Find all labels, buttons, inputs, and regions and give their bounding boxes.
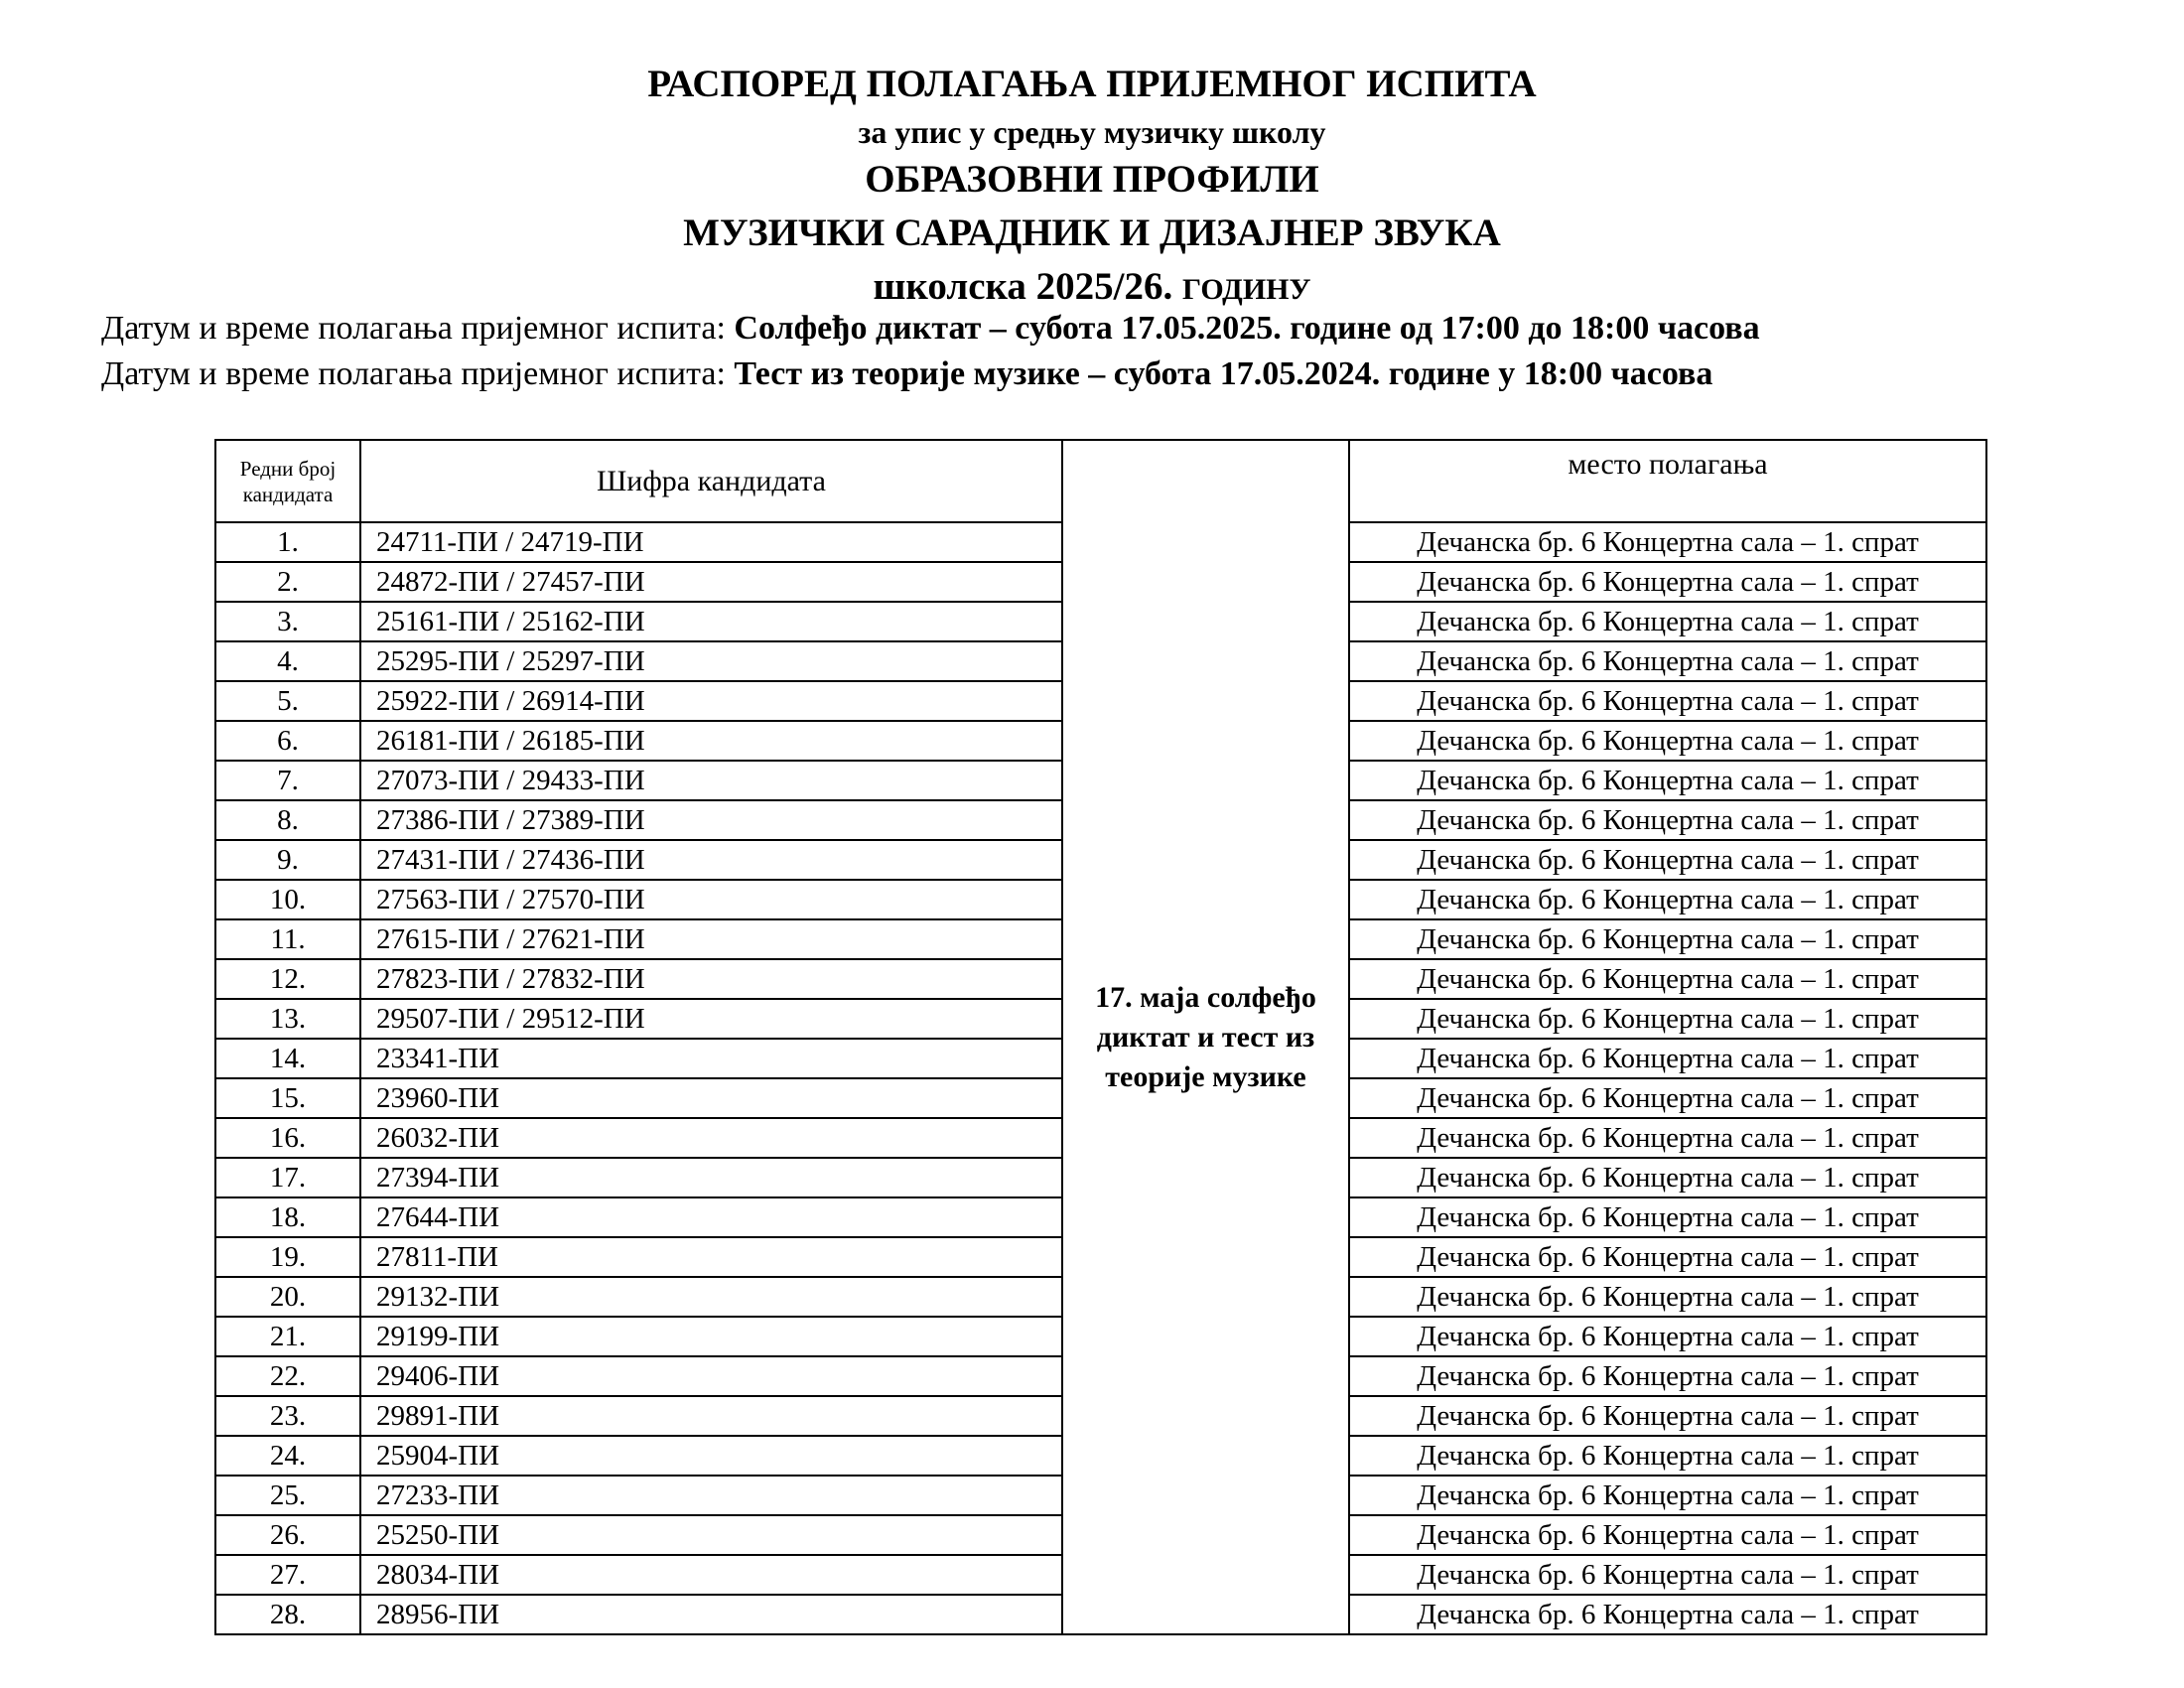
row-number: 20. xyxy=(215,1277,360,1317)
title-block xyxy=(0,58,2184,317)
row-number: 6. xyxy=(215,721,360,761)
exam-place: Дечанска бр. 6 Концертна сала – 1. спрат xyxy=(1349,1118,1986,1158)
row-number: 17. xyxy=(215,1158,360,1197)
exam-place: Дечанска бр. 6 Концертна сала – 1. спрат xyxy=(1349,1237,1986,1277)
row-number: 9. xyxy=(215,840,360,880)
header-place: место полагања xyxy=(1349,440,1986,522)
exam-place: Дечанска бр. 6 Концертна сала – 1. спрат xyxy=(1349,919,1986,959)
exam-place: Дечанска бр. 6 Концертна сала – 1. спрат xyxy=(1349,761,1986,800)
exam-place: Дечанска бр. 6 Концертна сала – 1. спрат xyxy=(1349,1595,1986,1634)
row-number: 21. xyxy=(215,1317,360,1356)
row-number: 4. xyxy=(215,641,360,681)
exam-place: Дечанска бр. 6 Концертна сала – 1. спрат xyxy=(1349,1515,1986,1555)
candidate-code: 28034-ПИ xyxy=(360,1555,1062,1595)
candidate-code: 29891-ПИ xyxy=(360,1396,1062,1436)
exam-info-prefix: Датум и време полагања пријемног испита: xyxy=(101,310,735,347)
exam-place: Дечанска бр. 6 Концертна сала – 1. спрат xyxy=(1349,840,1986,880)
row-number: 5. xyxy=(215,681,360,721)
row-number: 10. xyxy=(215,880,360,919)
exam-place: Дечанска бр. 6 Концертна сала – 1. спрат xyxy=(1349,1396,1986,1436)
exam-place: Дечанска бр. 6 Концертна сала – 1. спрат xyxy=(1349,1197,1986,1237)
profiles-names: МУЗИЧКИ САРАДНИК И ДИЗАЈНЕР ЗВУКА xyxy=(683,211,1501,254)
row-number: 12. xyxy=(215,959,360,999)
header-code: Шифра кандидата xyxy=(360,440,1062,522)
exam-place: Дечанска бр. 6 Концертна сала – 1. спрат xyxy=(1349,1555,1986,1595)
row-number: 27. xyxy=(215,1555,360,1595)
candidate-code: 28956-ПИ xyxy=(360,1595,1062,1634)
candidate-code: 26181-ПИ / 26185-ПИ xyxy=(360,721,1062,761)
candidate-code: 27823-ПИ / 27832-ПИ xyxy=(360,959,1062,999)
exam-place: Дечанска бр. 6 Концертна сала – 1. спрат xyxy=(1349,1317,1986,1356)
row-number: 16. xyxy=(215,1118,360,1158)
row-number: 26. xyxy=(215,1515,360,1555)
row-number: 11. xyxy=(215,919,360,959)
candidate-code: 24711-ПИ / 24719-ПИ xyxy=(360,522,1062,562)
header-number: Редни број кандидата xyxy=(215,440,360,522)
exam-place: Дечанска бр. 6 Концертна сала – 1. спрат xyxy=(1349,1158,1986,1197)
exam-place: Дечанска бр. 6 Концертна сала – 1. спрат xyxy=(1349,1078,1986,1118)
row-number: 14. xyxy=(215,1039,360,1078)
row-number: 28. xyxy=(215,1595,360,1634)
candidate-code: 27644-ПИ xyxy=(360,1197,1062,1237)
candidate-code: 24872-ПИ / 27457-ПИ xyxy=(360,562,1062,602)
row-number: 18. xyxy=(215,1197,360,1237)
row-number: 19. xyxy=(215,1237,360,1277)
page-subtitle: за упис у средњу музичку школу xyxy=(858,114,1326,150)
school-year-main: школска 2025/26. xyxy=(873,265,1173,308)
candidate-code: 25922-ПИ / 26914-ПИ xyxy=(360,681,1062,721)
exam-info-line xyxy=(101,306,2166,352)
exam-place: Дечанска бр. 6 Концертна сала – 1. спрат xyxy=(1349,800,1986,840)
school-year-suffix: ГОДИНУ xyxy=(1182,273,1311,306)
exam-place: Дечанска бр. 6 Концертна сала – 1. спрат xyxy=(1349,641,1986,681)
row-number: 22. xyxy=(215,1356,360,1396)
exam-place: Дечанска бр. 6 Концертна сала – 1. спрат xyxy=(1349,681,1986,721)
table-header-row xyxy=(215,440,1986,522)
profiles-title: ОБРАЗОВНИ ПРОФИЛИ xyxy=(865,158,1319,201)
row-number: 1. xyxy=(215,522,360,562)
exam-place: Дечанска бр. 6 Концертна сала – 1. спрат xyxy=(1349,999,1986,1039)
candidate-code: 25161-ПИ / 25162-ПИ xyxy=(360,602,1062,641)
candidate-code: 29199-ПИ xyxy=(360,1317,1062,1356)
exam-place: Дечанска бр. 6 Концертна сала – 1. спрат xyxy=(1349,522,1986,562)
exam-place: Дечанска бр. 6 Концертна сала – 1. спрат xyxy=(1349,1356,1986,1396)
exam-info-detail: Тест из теорије музике – субота 17.05.2024. године у 18:00 часова xyxy=(734,355,1713,392)
exam-info xyxy=(101,306,2166,397)
exam-place: Дечанска бр. 6 Концертна сала – 1. спрат xyxy=(1349,562,1986,602)
row-number: 3. xyxy=(215,602,360,641)
exam-date-cell: 17. маја солфеђо диктат и тест из теорије музике xyxy=(1062,440,1349,1634)
candidate-code: 25295-ПИ / 25297-ПИ xyxy=(360,641,1062,681)
row-number: 8. xyxy=(215,800,360,840)
candidate-code: 27615-ПИ / 27621-ПИ xyxy=(360,919,1062,959)
candidate-code: 29132-ПИ xyxy=(360,1277,1062,1317)
row-number: 13. xyxy=(215,999,360,1039)
exam-info-prefix: Датум и време полагања пријемног испита: xyxy=(101,355,735,392)
candidate-code: 27431-ПИ / 27436-ПИ xyxy=(360,840,1062,880)
exam-place: Дечанска бр. 6 Концертна сала – 1. спрат xyxy=(1349,959,1986,999)
candidate-code: 27233-ПИ xyxy=(360,1476,1062,1515)
candidate-code: 25904-ПИ xyxy=(360,1436,1062,1476)
row-number: 15. xyxy=(215,1078,360,1118)
candidate-code: 25250-ПИ xyxy=(360,1515,1062,1555)
row-number: 2. xyxy=(215,562,360,602)
candidate-code: 27394-ПИ xyxy=(360,1158,1062,1197)
candidate-code: 26032-ПИ xyxy=(360,1118,1062,1158)
exam-place: Дечанска бр. 6 Концертна сала – 1. спрат xyxy=(1349,880,1986,919)
candidate-code: 23960-ПИ xyxy=(360,1078,1062,1118)
row-number: 7. xyxy=(215,761,360,800)
exam-info-line xyxy=(101,352,2166,397)
candidate-code: 27563-ПИ / 27570-ПИ xyxy=(360,880,1062,919)
exam-place: Дечанска бр. 6 Концертна сала – 1. спрат xyxy=(1349,602,1986,641)
page-title: РАСПОРЕД ПОЛАГАЊА ПРИЈЕМНОГ ИСПИТА xyxy=(647,63,1537,105)
candidate-code: 27386-ПИ / 27389-ПИ xyxy=(360,800,1062,840)
exam-place: Дечанска бр. 6 Концертна сала – 1. спрат xyxy=(1349,1436,1986,1476)
candidate-code: 27073-ПИ / 29433-ПИ xyxy=(360,761,1062,800)
candidate-code: 29406-ПИ xyxy=(360,1356,1062,1396)
exam-info-detail: Солфеђо диктат – субота 17.05.2025. године од 17:00 до 18:00 часова xyxy=(734,310,1760,347)
candidate-code: 29507-ПИ / 29512-ПИ xyxy=(360,999,1062,1039)
candidate-code: 23341-ПИ xyxy=(360,1039,1062,1078)
schedule-table xyxy=(214,439,1987,1635)
exam-place: Дечанска бр. 6 Концертна сала – 1. спрат xyxy=(1349,1277,1986,1317)
candidate-code: 27811-ПИ xyxy=(360,1237,1062,1277)
row-number: 24. xyxy=(215,1436,360,1476)
row-number: 25. xyxy=(215,1476,360,1515)
row-number: 23. xyxy=(215,1396,360,1436)
exam-place: Дечанска бр. 6 Концертна сала – 1. спрат xyxy=(1349,1039,1986,1078)
exam-place: Дечанска бр. 6 Концертна сала – 1. спрат xyxy=(1349,1476,1986,1515)
exam-place: Дечанска бр. 6 Концертна сала – 1. спрат xyxy=(1349,721,1986,761)
